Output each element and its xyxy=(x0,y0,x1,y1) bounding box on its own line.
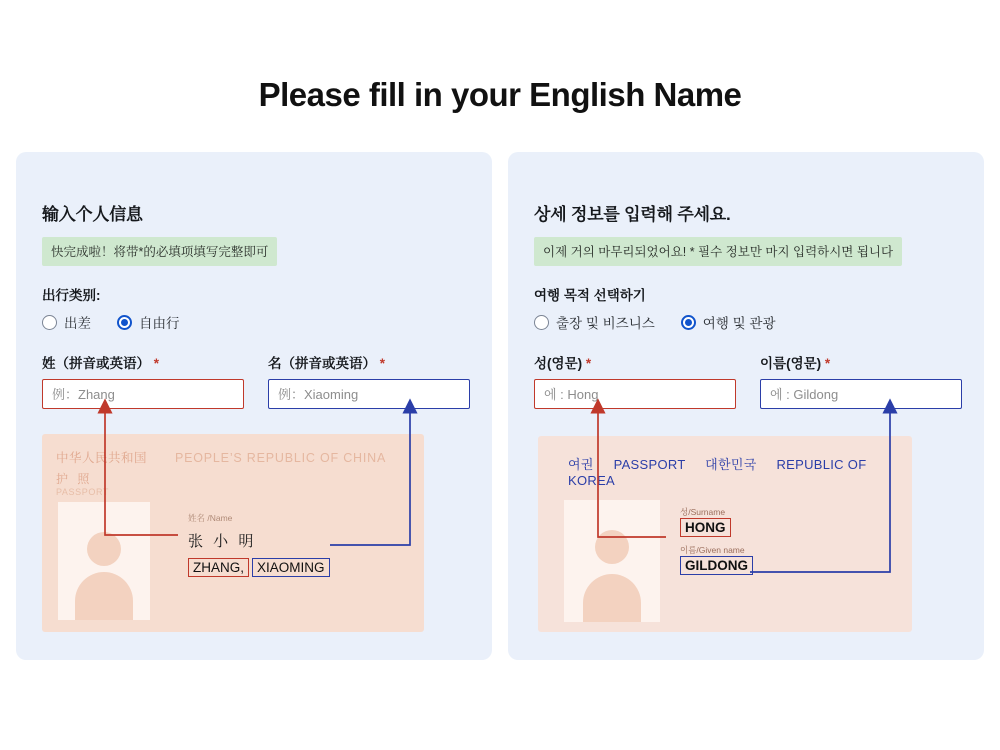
passport-illustration-kr xyxy=(538,436,912,632)
passport-title-korean: 여권 xyxy=(568,457,594,472)
passport-country-english: REPUBLIC OF KOREA xyxy=(568,457,867,488)
name-inputs-row-kr xyxy=(534,352,962,409)
surname-label-kr xyxy=(534,352,736,372)
panel-chinese-content xyxy=(42,200,470,409)
photo-body-shape-kr xyxy=(583,574,641,622)
travel-type-radio-group-cn xyxy=(42,312,470,332)
name-inputs-row-cn xyxy=(42,352,470,409)
passport-illustration-cn xyxy=(42,434,424,632)
givenname-label-kr xyxy=(760,352,962,372)
passport-givenname-box-kr: GILDONG xyxy=(680,556,753,575)
surname-caption-text-cn: 姓（拼音或英语） xyxy=(42,356,150,371)
surname-input-cn[interactable]: 例：Zhang xyxy=(42,379,244,409)
panel-heading-kr: 상세 정보를 입력해 주세요. xyxy=(534,205,731,224)
radio-icon-business-kr[interactable] xyxy=(534,315,549,330)
surname-group-cn xyxy=(42,352,244,409)
radio-icon-business-cn[interactable] xyxy=(42,315,57,330)
hint-banner-kr: 이제 거의 마무리되었어요! * 필수 정보만 마지 입력하시면 됩니다 xyxy=(534,237,902,266)
surname-label-cn xyxy=(42,352,244,372)
passport-givenname-box-cn: XIAOMING xyxy=(252,558,330,577)
givenname-caption-text-cn: 名（拼音或英语） xyxy=(268,356,376,371)
surname-required-mark-kr: * xyxy=(585,356,592,371)
passport-title-cn xyxy=(56,448,386,466)
givenname-required-mark-kr: * xyxy=(824,356,831,371)
photo-head-shape-cn xyxy=(87,532,121,566)
hint-banner-cn: 快完成啦！将带*的必填项填写完整即可 xyxy=(42,237,277,266)
radio-label-business-kr: 출장 및 비즈니스 xyxy=(556,316,655,331)
photo-body-shape-cn xyxy=(75,572,133,620)
passport-title-kr xyxy=(568,454,912,488)
passport-givenname-label-kr: 이름/Given name xyxy=(680,545,745,555)
panel-korean-content xyxy=(534,200,962,409)
radio-icon-leisure-cn[interactable] xyxy=(117,315,132,330)
givenname-required-mark-cn: * xyxy=(379,356,386,371)
surname-input-kr[interactable]: 에 : Hong xyxy=(534,379,736,409)
panel-korean-form xyxy=(508,152,984,660)
passport-title-english-cn: PEOPLE’S REPUBLIC OF CHINA xyxy=(175,451,387,465)
travel-type-label-kr: 여행 목적 선택하기 xyxy=(534,288,646,303)
passport-title-english-kr: PASSPORT xyxy=(613,457,686,472)
passport-surname-label-kr: 성/Surname xyxy=(680,507,726,517)
radio-label-leisure-cn: 自由行 xyxy=(139,316,180,331)
radio-option-leisure-cn[interactable] xyxy=(117,312,180,332)
travel-type-radio-group-kr xyxy=(534,312,962,332)
givenname-label-cn xyxy=(268,352,470,372)
surname-caption-text-kr: 성(영문) xyxy=(534,356,583,371)
passport-surname-box-cn: ZHANG, xyxy=(188,558,249,577)
passport-country-korean: 대한민국 xyxy=(705,457,757,472)
radio-label-business-cn: 出差 xyxy=(64,316,91,331)
panel-heading-cn: 输入个人信息 xyxy=(42,205,143,224)
panels-container xyxy=(16,152,984,660)
surname-group-kr xyxy=(534,352,736,409)
travel-type-label-cn: 出行类别: xyxy=(42,288,101,303)
page-title: Please fill in your English Name xyxy=(258,76,742,113)
radio-icon-leisure-kr[interactable] xyxy=(681,315,696,330)
radio-option-business-cn[interactable] xyxy=(42,312,91,332)
passport-photo-cn xyxy=(58,502,150,620)
passport-native-name-cn: 张 小 明 xyxy=(188,533,257,550)
givenname-input-cn[interactable]: 例：Xiaoming xyxy=(268,379,470,409)
passport-photo-kr xyxy=(564,500,660,622)
surname-required-mark-cn: * xyxy=(153,356,160,371)
passport-surname-box-kr: HONG xyxy=(680,518,731,537)
passport-name-label-cn: 姓名 /Name xyxy=(188,513,233,523)
radio-option-leisure-kr[interactable] xyxy=(681,312,776,332)
givenname-caption-text-kr: 이름(영문) xyxy=(760,356,822,371)
radio-label-leisure-kr: 여행 및 관광 xyxy=(702,316,776,331)
photo-head-shape-kr xyxy=(595,530,629,564)
passport-subtitle-cn: 护 照 xyxy=(56,472,93,486)
panel-chinese-form xyxy=(16,152,492,660)
givenname-group-cn xyxy=(268,352,470,409)
givenname-group-kr xyxy=(760,352,962,409)
passport-subtitle-english-cn: PASSPORT xyxy=(56,487,109,497)
givenname-input-kr[interactable]: 에 : Gildong xyxy=(760,379,962,409)
radio-option-business-kr[interactable] xyxy=(534,312,655,332)
passport-title-chinese: 中华人民共和国 xyxy=(56,451,148,465)
